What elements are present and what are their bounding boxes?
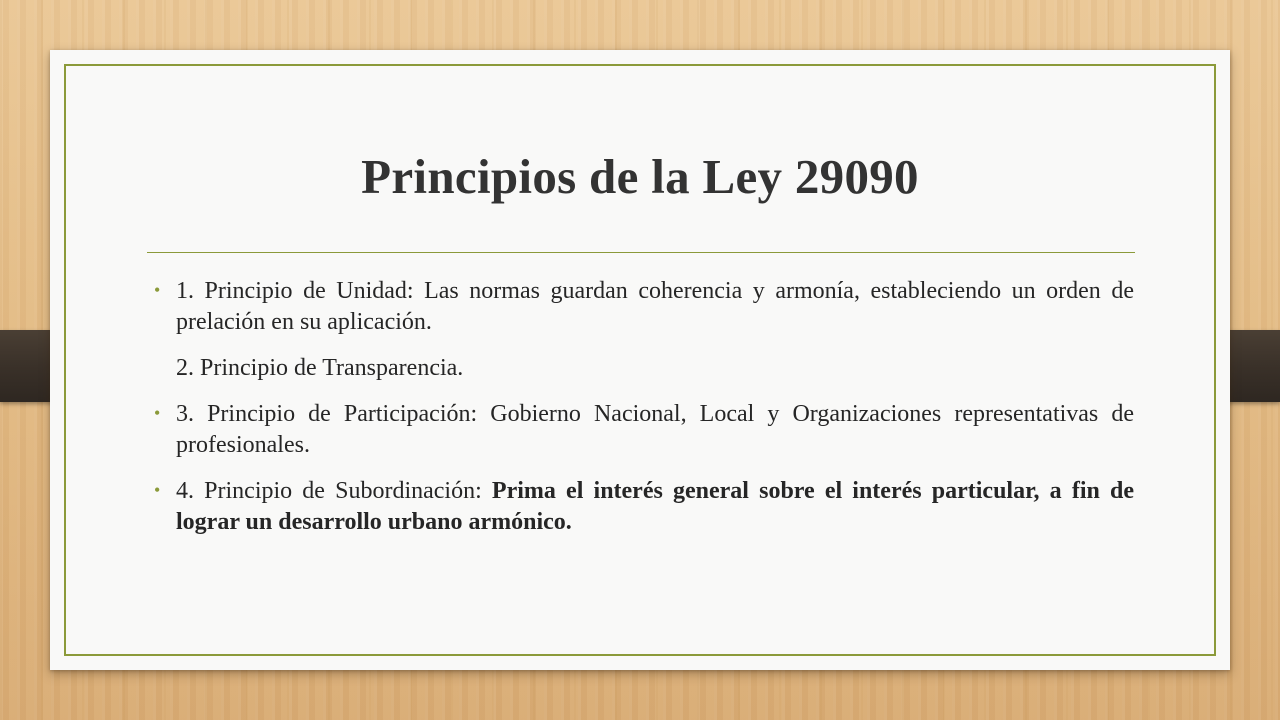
slide-title: Principios de la Ley 29090 [361,149,919,204]
slide-card [50,50,1230,670]
bullet-icon: • [154,280,161,300]
bullet-icon: • [154,403,161,423]
list-item-bold-text: Prima el interés general sobre el interés particular, a fin de lograr un desarrollo urbano armónico. [176,478,1135,535]
bullet-icon: • [154,480,161,500]
title-divider [147,252,1135,253]
list-item-text: 1. Principio de Unidad: Las normas guardan coherencia y armonía, estableciendo un orden de prelación en su aplicación. [176,278,1134,335]
list-item-subordinacion [154,476,1135,538]
list-item-participacion [154,399,1134,461]
bullet-list [154,276,1135,538]
list-item-text: 3. Principio de Participación: Gobierno Nacional, Local y Organizaciones representativas de profesionales. [176,401,1134,458]
list-item-text: 4. Principio de Subordinación: [176,478,492,504]
list-item-transparencia [176,353,1134,384]
list-item-text: 2. Principio de Transparencia. [176,355,464,381]
list-item-unidad [154,276,1134,338]
